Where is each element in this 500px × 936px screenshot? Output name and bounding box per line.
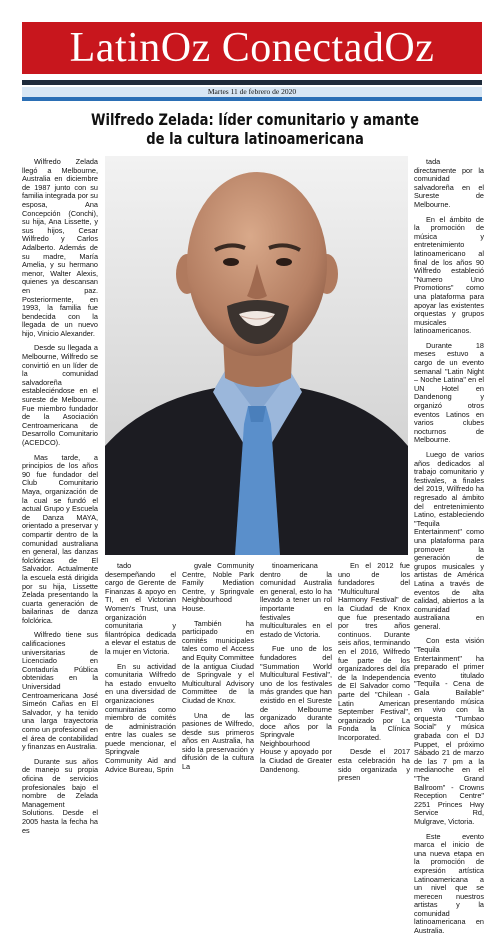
paragraph: Wilfredo Zelada llegó a Melbourne, Australia en diciembre de 1987 junto con su familia integrada por su esposa, Ana Concepción (Conchi), su hija, Ana Lissette, y sus hijos, Cesar Wilfredo y Carlos Adalberto. Además de su madre, María Amelia, y su hermano menor, Walter Alexis, quienes ya descansan en paz. Posteriormente, en 1993, la familia fue bendecida con la llegada de un nuevo hijo, Vinicio Alexander.: [22, 157, 98, 338]
paragraph: En su actividad comunitaria Wilfredo ha estado envuelto en una diversidad de organizaciones comunitarias como miembro de comités de administración entre las cuales se puede mencionar, el Springvale Community Aid and Advice Bureau, Sprin: [105, 661, 176, 774]
paragraph: Luego de varios años dedicados al trabajo comunitario y festivales, a finales del 2019, Wilfredo ha regresado al ámbito del entretenimiento Latino, estableciendo "Tequila Entertainment" como una plataforma para promover la generación de grupos musicales y artistas de América Latina a través de eventos de alta calidad, abiertos a la comunidad australiana en general.: [414, 450, 484, 631]
paragraph: Este evento marca el inicio de una nueva etapa en la promoción de expresión artística Latinoamericana a un nivel que se merecen nuestros artistas y la comunidad latinoamericana en Australia.: [414, 831, 484, 936]
paragraph: También ha participado en comités municipales tales como el Access and Equity Committee de la antigua Ciudad de Springvale y el Multicultural Advisory Committee de la Ciudad de Knox.: [182, 618, 254, 705]
paragraph: En el ámbito de la promoción de música y entretenimiento latinoamericano al final de los años 90 Wilfredo estableció "Numero Uno Promotions" como una plataforma para apoyar las existentes orquestas y grupos musicales latinoamericanos.: [414, 214, 484, 336]
masthead-banner: [22, 22, 482, 74]
headline-line-1: Wilfredo Zelada: líder comunitario y amante: [91, 110, 419, 129]
article-column-bottom-3: [260, 561, 332, 774]
portrait-illustration: [105, 156, 408, 555]
article-column-bottom-1: [105, 561, 176, 774]
paragraph: En el 2012 fue uno de los fundadores del "Multicultural Harmony Festival" de la Ciudad de Knox que fue presentado por tres años continuos. Durante seis años, terminando en el 2016, Wilfredo fue parte de los organizadores del día de la Independencia de El Salvador como parte del "Chilean - Latin American September Festival", organizado por La Fonda la Clínica Incorporated.: [338, 561, 410, 742]
paragraph: Con esta visión "Tequila Entertainment" ha preparado el primer evento titulado "Tequila - Cena de Gala Bailable" presentando música en vivo con la orquesta "Tumbao Social" y música grabada con el DJ Puppet, el próximo Sábado 21 de marzo de las 7 pm a la medianoche en el "The Grand Ballroom" - Crowns Reception Centre" 2251 Princes Hwy Service Rd, Mulgrave, Victoria.: [414, 636, 484, 826]
paragraph: Desde su llegada a Melbourne, Wilfredo se convirtió en un líder de la comunidad salvadoreña estableciéndose en el sureste de Melbourne. Fue miembro fundador de la Asociación Centroamericana de Desarrollo Comunitario (ACEDCO).: [22, 343, 98, 447]
article-column-bottom-2: [182, 561, 254, 772]
article-headline: [79, 110, 432, 148]
dateline-divider: [22, 97, 482, 101]
issue-date: Martes 11 de febrero de 2020: [22, 87, 482, 97]
paragraph: tada directamente por la comunidad salvadoreña en el Sureste de Melbourne.: [414, 157, 484, 209]
paragraph: Fue uno de los fundadores del "Summation World Multicultural Festival", uno de los festivales más grandes que han existido en el Sureste de Melbourne organizado durante doce años por la Springvale Neighbourhood House y apoyado por la Ciudad de Greater Dandenong.: [260, 644, 332, 774]
article-column-right: [414, 157, 484, 936]
headline-line-2: de la cultura latinoamericana: [146, 129, 364, 148]
paragraph: gvale Community Centre, Noble Park Family Mediation Centre, y Springvale Neighbourhood House.: [182, 561, 254, 613]
paragraph: Una de las pasiones de Wilfredo, desde sus primeros años en Australia, ha sido la preservación y difusión de la cultura La: [182, 710, 254, 772]
masthead-title: LatinOz ConectadOz: [69, 25, 435, 71]
paragraph: Durante 18 meses estuvo a cargo de un evento semanal "Latin Night – Noche Latina" en el UN Hotel en Dandenong y organizó otros eventos Latinos en varios clubes nocturnos de Melbourne.: [414, 340, 484, 445]
paragraph: tado desempeñando el cargo de Gerente de Finanzas & apoyo en TI, en el Victorian Women's Trust, una organización comunitaria y filantrópica dedicada a elevar el estatus de la mujer en Victoria.: [105, 561, 176, 656]
portrait-photo: [105, 156, 408, 555]
article-column-left: [22, 157, 98, 835]
paragraph: Desde el 2017 esta celebración ha sido organizada y presen: [338, 747, 410, 783]
article-column-bottom-4: [338, 561, 410, 783]
paragraph: Mas tarde, a principios de los años 90 fue fundador del Club Comunitario Maya, organización de la cual se fundó el actual Grupo y Escuela de Danza MAYA, orientado a preservar y compartir dentro de la comunidad australiana en general, las danzas folclóricas de El Salvador. Actualmente la escuela está dirigida por su hija, Lissette Zelada presentando la cuarta generación de bailarinas de danza folclórica.: [22, 452, 98, 625]
paragraph: Wilfredo tiene sus calificaciones universitarias de Licenciado en Contaduría Pública obtenidas en la Universidad Centroamericana José Simeón Cañas en El Salvador, y ha tenido una larga trayectoria como un profesional en el área de contabilidad y finanzas en Australia.: [22, 630, 98, 752]
paragraph: tinoamericana dentro de la comunidad Australia en general, esto lo ha llevado a tener un rol importante en festivales multiculturales en el estado de Victoria.: [260, 561, 332, 639]
paragraph: Durante sus años de manejo su propia oficina de servicios profesionales bajo el nombre de Zelada Management Solutions. Desde el 2005 hasta la fecha ha es: [22, 756, 98, 835]
masthead-divider: [22, 80, 482, 85]
